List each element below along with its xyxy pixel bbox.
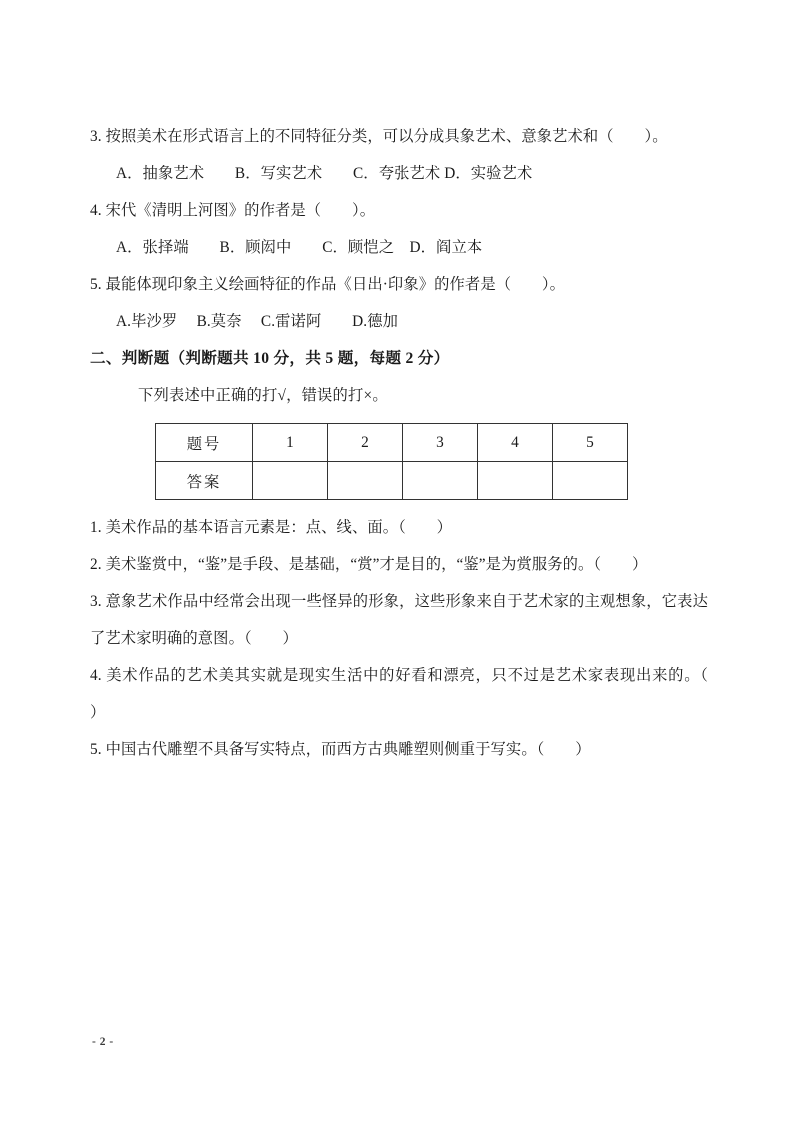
answer-cell-2[interactable] (328, 462, 403, 500)
true-false-question-1: 1. 美术作品的基本语言元素是：点、线、面。（ ） (90, 519, 453, 536)
true-false-question-4: 4. 美术作品的艺术美其实就是现实生活中的好看和漂亮，只不过是艺术家表现出来的。（ ） (90, 667, 739, 721)
table-row-answers (156, 462, 628, 500)
table-row-question-numbers (156, 424, 628, 462)
true-false-instruction: 下列表述中正确的打√，错误的打×。 (138, 387, 388, 404)
table-cell-number-5: 5 (553, 424, 628, 462)
answer-table (155, 423, 628, 500)
table-label-answer: 答案 (156, 462, 253, 500)
true-false-question-3: 3. 意象艺术作品中经常会出现一些怪异的形象，这些形象来自于艺术家的主观想象，它表达了艺术家明确的意图。（ ） (90, 593, 708, 647)
answer-cell-5[interactable] (553, 462, 628, 500)
table-cell-number-1: 1 (253, 424, 328, 462)
answer-cell-3[interactable] (403, 462, 478, 500)
page-content (90, 118, 739, 768)
true-false-question-2: 2. 美术鉴赏中，“鉴”是手段、是基础，“赏”才是目的，“鉴”是为赏服务的。（ ） (90, 556, 648, 573)
true-false-question-5: 5. 中国古代雕塑不具备写实特点，而西方古典雕塑则侧重于写实。（ ） (90, 741, 591, 758)
table-cell-number-2: 2 (328, 424, 403, 462)
question-stem-3: 3. 按照美术在形式语言上的不同特征分类，可以分成具象艺术、意象艺术和（ ）。 (90, 128, 668, 145)
table-label-question-number: 题号 (156, 424, 253, 462)
question-options-5: A.毕沙罗 B.莫奈 C.雷诺阿 D.德加 (116, 313, 399, 330)
section-heading-true-false: 二、判断题（判断题共 10 分，共 5 题，每题 2 分） (90, 350, 450, 367)
table-cell-number-4: 4 (478, 424, 553, 462)
answer-table-wrapper (90, 414, 708, 509)
multiple-choice-section (90, 118, 708, 340)
page-number-footer: - 2 - (92, 1036, 114, 1048)
table-cell-number-3: 3 (403, 424, 478, 462)
question-stem-4: 4. 宋代《清明上河图》的作者是（ ）。 (90, 202, 376, 219)
answer-cell-4[interactable] (478, 462, 553, 500)
question-options-3: A．抽象艺术 B．写实艺术 C．夸张艺术 D．实验艺术 (116, 165, 533, 182)
true-false-section (90, 340, 739, 768)
question-stem-5: 5. 最能体现印象主义绘画特征的作品《日出·印象》的作者是（ ）。 (90, 276, 566, 293)
question-options-4: A．张择端 B．顾闳中 C．顾恺之 D．阎立本 (116, 239, 483, 256)
answer-cell-1[interactable] (253, 462, 328, 500)
